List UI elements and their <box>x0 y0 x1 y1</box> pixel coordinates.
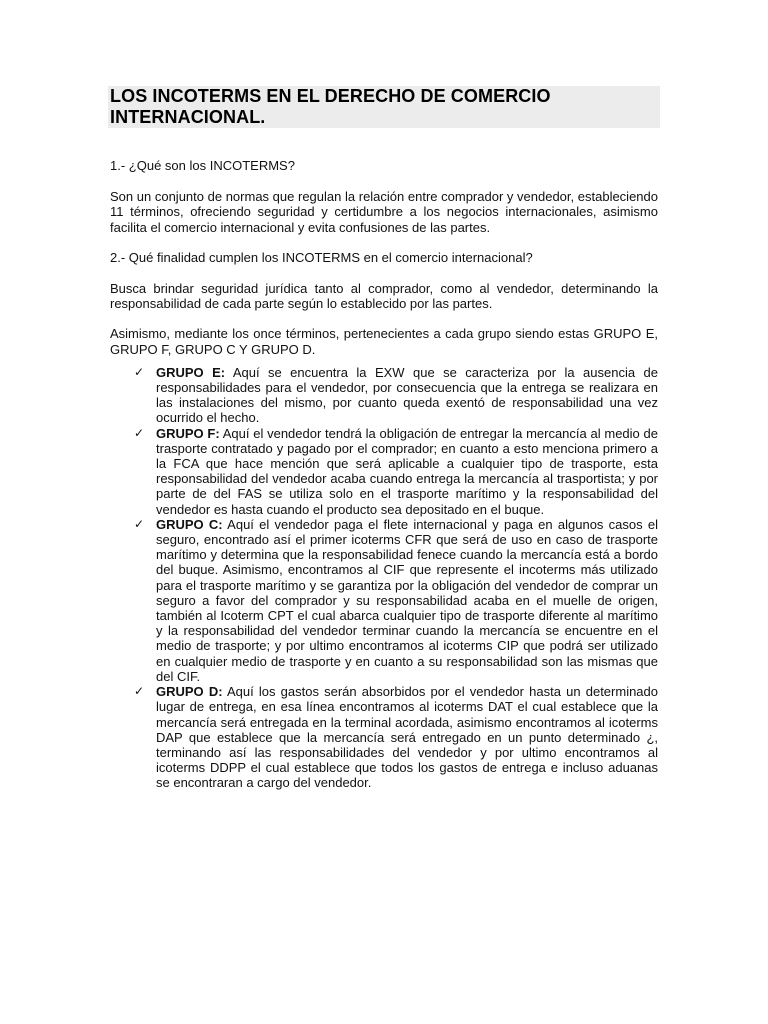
group-label: GRUPO D: <box>156 684 223 700</box>
list-item <box>110 426 658 517</box>
check-icon: ✓ <box>134 684 145 699</box>
document-body <box>110 158 658 791</box>
title-box <box>108 86 660 128</box>
check-icon: ✓ <box>134 516 145 531</box>
group-text: Aquí el vendedor tendrá la obligación de entregar la mercancía al medio de trasporte contratado y pagado por el comprador; en cuanto a esto menciona primero a la FCA que hace mención que será aplicable a cualquier tipo de trasporte, esta responsabilidad del vendedor acaba cuando entrega la mercancía al trasportista; y por parte de del FAS se utiliza solo en el trasporte marítimo y la responsabilidad del vendedor es hasta cuando el producto sea depositado en el buque. <box>156 425 658 517</box>
group-text: Aquí los gastos serán absorbidos por el vendedor hasta un determinado lugar de entrega, en esa línea encontramos al icoterms DAT el cual establece que la mercancía será entregada en la terminal acordada, asimismo encontramos al icoterms DAP que establece que la mercancía será entregado en un punto determinado ¿, terminando así las responsabilidades del vendedor y por ultimo encontramos al icoterms DDPP el cual establece que todos los gastos de entrega e incluso aduanas se encontraran a cargo del vendedor. <box>156 684 658 791</box>
group-text: Aquí se encuentra la EXW que se caracteriza por la ausencia de responsabilidades para el vendedor, por consecuencia que la entrega se realizara en las instalaciones del mismo, por cuanto queda exentó de responsabilidad una vez ocurrido el hecho. <box>156 364 658 426</box>
groups-list <box>110 365 658 791</box>
group-label: GRUPO F: <box>156 425 220 441</box>
groups-intro: Asimismo, mediante los once términos, pertenecientes a cada grupo siendo estas GRUPO E, GRUPO F, GRUPO C Y GRUPO D. <box>110 326 658 357</box>
list-item <box>110 365 658 426</box>
group-label: GRUPO E: <box>156 364 226 380</box>
answer-2: Busca brindar seguridad jurídica tanto al comprador, como al vendedor, determinando la responsabilidad de cada parte según lo establecido por las partes. <box>110 281 658 312</box>
question-1: 1.- ¿Qué son los INCOTERMS? <box>110 158 295 173</box>
check-icon: ✓ <box>134 364 145 379</box>
answer-1: Son un conjunto de normas que regulan la relación entre comprador y vendedor, estableciendo 11 términos, ofreciendo seguridad y certidumbre a los negocios internacionales, asimismo facilita el comercio internacional y evita confusiones de las partes. <box>110 189 658 235</box>
group-text: Aquí el vendedor paga el flete internacional y paga en algunos casos el seguro, encontrado así el primer icoterms CFR que será de uso en caso de trasporte marítimo y determina que la responsabilidad fenece cuando la mercancía está a bordo del buque. Asimismo, encontramos al CIF que represente el incoterms más utilizado para el trasporte marítimo y se garantiza por la obligación del vendedor de comprar un seguro a favor del comprador y su responsabilidad acaba en el muelle de origen, también al Icoterm CPT el cual abarca cualquier tipo de trasporte diferente al marítimo y la responsabilidad del vendedor terminar cuando la mercancía se encuentre en el medio de trasporte; y por ultimo encontramos al icoterms CIP que podrá ser utilizado en cualquier medio de trasporte y en cuanto a su responsabilidad son las mismas que del CIF. <box>156 516 658 684</box>
list-item <box>110 684 658 790</box>
question-2: 2.- Qué finalidad cumplen los INCOTERMS en el comercio internacional? <box>110 249 533 265</box>
group-label: GRUPO C: <box>156 516 223 532</box>
check-icon: ✓ <box>134 425 145 440</box>
list-item <box>110 517 658 684</box>
document-title: LOS INCOTERMS EN EL DERECHO DE COMERCIO INTERNACIONAL. <box>110 86 551 127</box>
